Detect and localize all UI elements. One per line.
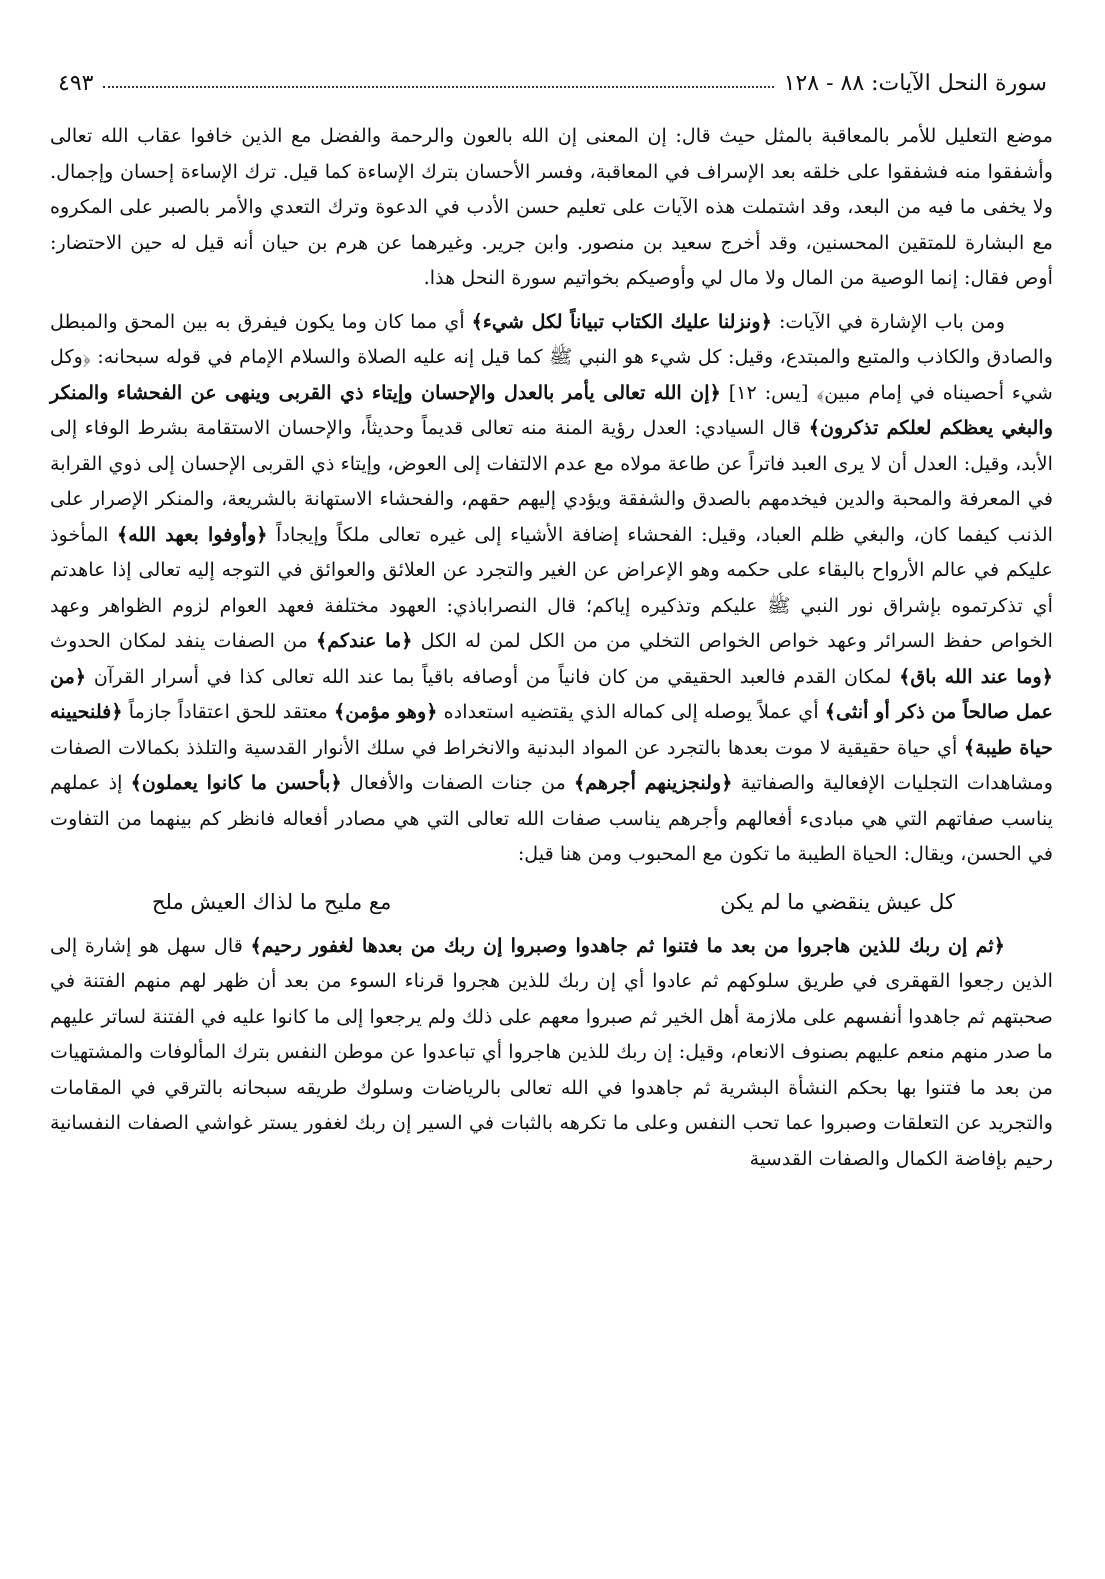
paragraph-text: ومن باب الإشارة في الآيات: (771, 309, 1005, 333)
quran-verse: ﴿ولنجزينهم أجرهم﴾ (574, 771, 733, 794)
paragraph-3 (50, 928, 1053, 1177)
quran-verse: ﴿ونزلنا عليك الكتاب تبياناً لكل شيء﴾ (471, 309, 772, 333)
paragraph-text: إذ عملهم يناسب صفاتهم التي هي مبادىء أفعالهم وأجرهم يناسب صفات الله تعالى التي هي مصادر أفعاله فانظر كم بينهما من التفاوت في الحسن، ويقال: الحياة الطيبة ما تكون مع المحبوب ومن هنا قيل: (50, 771, 1053, 865)
paragraph-text: أي عملاً يوصله إلى كماله الذي يقتضيه استعداده (437, 700, 825, 723)
running-header (58, 56, 1047, 96)
paragraph-text: أي حياة حقيقية لا موت بعدها بالتجرد عن المواد البدنية والانخراط في سلك الأنوار القدسية والتلذذ بكمالات الصفات ومشاهدات التجليات الإفعالية والصفاتية (50, 735, 1053, 794)
paragraph-text: أي مما كان وما يكون فيفرق به بين المحق والمبطل والصادق والكاذب والمتبع والمبتدع، وقيل: كل شيء هو النبي ﷺ كما قيل إنه عليه الصلاة والسلام الإمام في قوله سبحانه: ﴿وكل شيء أحصيناه في إمام مبين﴾ [يس: ١٢] (50, 309, 1053, 404)
page-number: ٤٩٣ (58, 71, 94, 96)
quran-verse: ﴿بأحسن ما كانوا يعملون﴾ (130, 771, 342, 794)
poem-second-hemistich: مع مليح ما لذاك العيش ملح (152, 889, 392, 914)
quran-verse: ﴿إن الله تعالى يأمر بالعدل والإحسان وإيتاء ذي القربى وينهى عن الفحشاء والمنكر والبغي يعظكم لعلكم تذكرون﴾ (50, 380, 1054, 439)
quran-verse: ﴿ما عندكم﴾ (316, 629, 413, 652)
paragraph-text: لمكان القدم فالعبد الحقيقي من كان فانياً من أوصافه باقياً بما عند الله تعالى كذا في أسرار القرآن (86, 664, 900, 688)
quran-verse: ﴿من عمل صالحاً من ذكر أو أنثى﴾ (50, 664, 1053, 723)
quran-verse: ﴿فلنحيينه حياة طيبة﴾ (50, 700, 1053, 759)
paragraph-text: المأخوذ عليكم في عالم الأرواح بالبقاء على حكمه وهو الإعراض عن الغير والتجرد عن العلائق والعوائق في التوجه إليه تعالى إذا عاهدتم أي تذكرتموه بإشراق نور النبي ﷺ عليكم وتذكيره إياكم؛ قال النصراباذي: العهود مختلفة فعهد العوام لزوم الظواهر وعهد الخواص حفظ السرائر وعهد خواص الخواص التخلي من من الكل لمن له الكل (50, 522, 1054, 652)
poem-first-hemistich: كل عيش ينقضي ما لم يكن (720, 889, 955, 914)
quran-verse: ﴿وأوفوا بعهد الله﴾ (117, 522, 268, 546)
quran-verse: ﴿ثم إن ربك للذين هاجروا من بعد ما فتنوا ثم جاهدوا وصبروا إن ربك من بعدها لغفور رحيم﴾ (250, 933, 1005, 957)
paragraph-text: قال السيادي: العدل رؤية المنة منه تعالى قديماً وحديثاً، والإحسان الاستقامة بشرط الوفاء إلى الأبد، وقيل: العدل أن لا يرى العبد فاتراً عن طاعة مولاه مع عدم الالتفات إلى العوض، وإيتاء ذي القربى الإحسان إلى ذوي القرابة في المعرفة والمحبة والدين فيخدمهم بالصدق والشفقة ويؤدي إليهم حقهم، والفحشاء الاستهانة بالشريعة، والمنكر الإصرار على الذنب كيفما كان، والبغي ظلم العباد، وقيل: الفحشاء إضافة الأشياء إلى غيره تعالى ملكاً وإيجاداً (50, 416, 1053, 546)
paragraph-text: من الصفات ينفد لمكان الحدوث (50, 629, 317, 652)
quran-verse: ﴿وهو مؤمن﴾ (333, 700, 438, 723)
paragraph-1 (50, 118, 1053, 296)
paragraph-text: معتقد للحق اعتقاداً جازماً (122, 700, 334, 723)
dotted-leader (103, 86, 773, 88)
paragraph-text: من جنات الصفات والأفعال (341, 771, 574, 794)
quran-verse: ﴿وما عند الله باق﴾ (899, 664, 1054, 688)
paragraph-text: موضع التعليل للأمر بالمعاقبة بالمثل حيث قال: إن المعنى إن الله بالعون والرحمة والفضل مع الذين خافوا عقاب الله تعالى وأشفقوا منه فشفقوا على خلقه بعد الإسراف في المعاقبة، وفسر الأحسان بترك الإساءة كما قيل. ترك الإساءة إحسان وإجمال. ولا يخفى ما فيه من البعد، وقد اشتملت هذه الآيات على تعليم حسن الأدب في الدعوة وترك التعدي والأمر بالصبر على المكروه مع البشارة للمتقين المحسنين، وقد أخرج سعيد بن منصور. وابن جرير. وغيرهما عن هرم بن حيان أنه قيل له حين الاحتضار: أوص فقال: إنما الوصية من المال ولا مال لي وأوصيكم بخواتيم سورة النحل هذا. (50, 124, 1053, 289)
surah-header-title: سورة النحل الآيات: ٨٨ - ١٢٨ (783, 71, 1047, 96)
poem-verse (50, 882, 1053, 922)
paragraph-2 (50, 304, 1053, 872)
paragraph-text: قال سهل هو إشارة إلى الذين رجعوا القهقرى في طريق سلوكهم ثم عادوا أي إن ربك للذين هجروا قرناء السوء من بعد أن ظهر لهم منهم الفتنة في صحبتهم ثم جاهدوا أنفسهم على ملازمة أهل الخير ثم صبروا معهم على ذلك ولم يرجعوا إلى ما كانوا عليه في الفتنة لساتر عليهم ما صدر منهم منعم عليهم بصنوف الانعام، وقيل: إن ربك للذين هاجروا أي تباعدوا عن موطن النفس بترك المألوفات والمشتهيات من بعد ما فتنوا بها بحكم النشأة البشرية ثم جاهدوا في الله تعالى بالرياضات وسلوك طريقه سبحانه بالترقي في المقامات والتجريد عن التعلقات وصبروا عما تحب النفس وعلى ما تكرهه بالثبات في السير إن ربك لغفور يستر غواشي الصفات النفسانية رحيم بإفاضة الكمال والصفات القدسية (50, 933, 1053, 1170)
page-body (50, 118, 1053, 1176)
